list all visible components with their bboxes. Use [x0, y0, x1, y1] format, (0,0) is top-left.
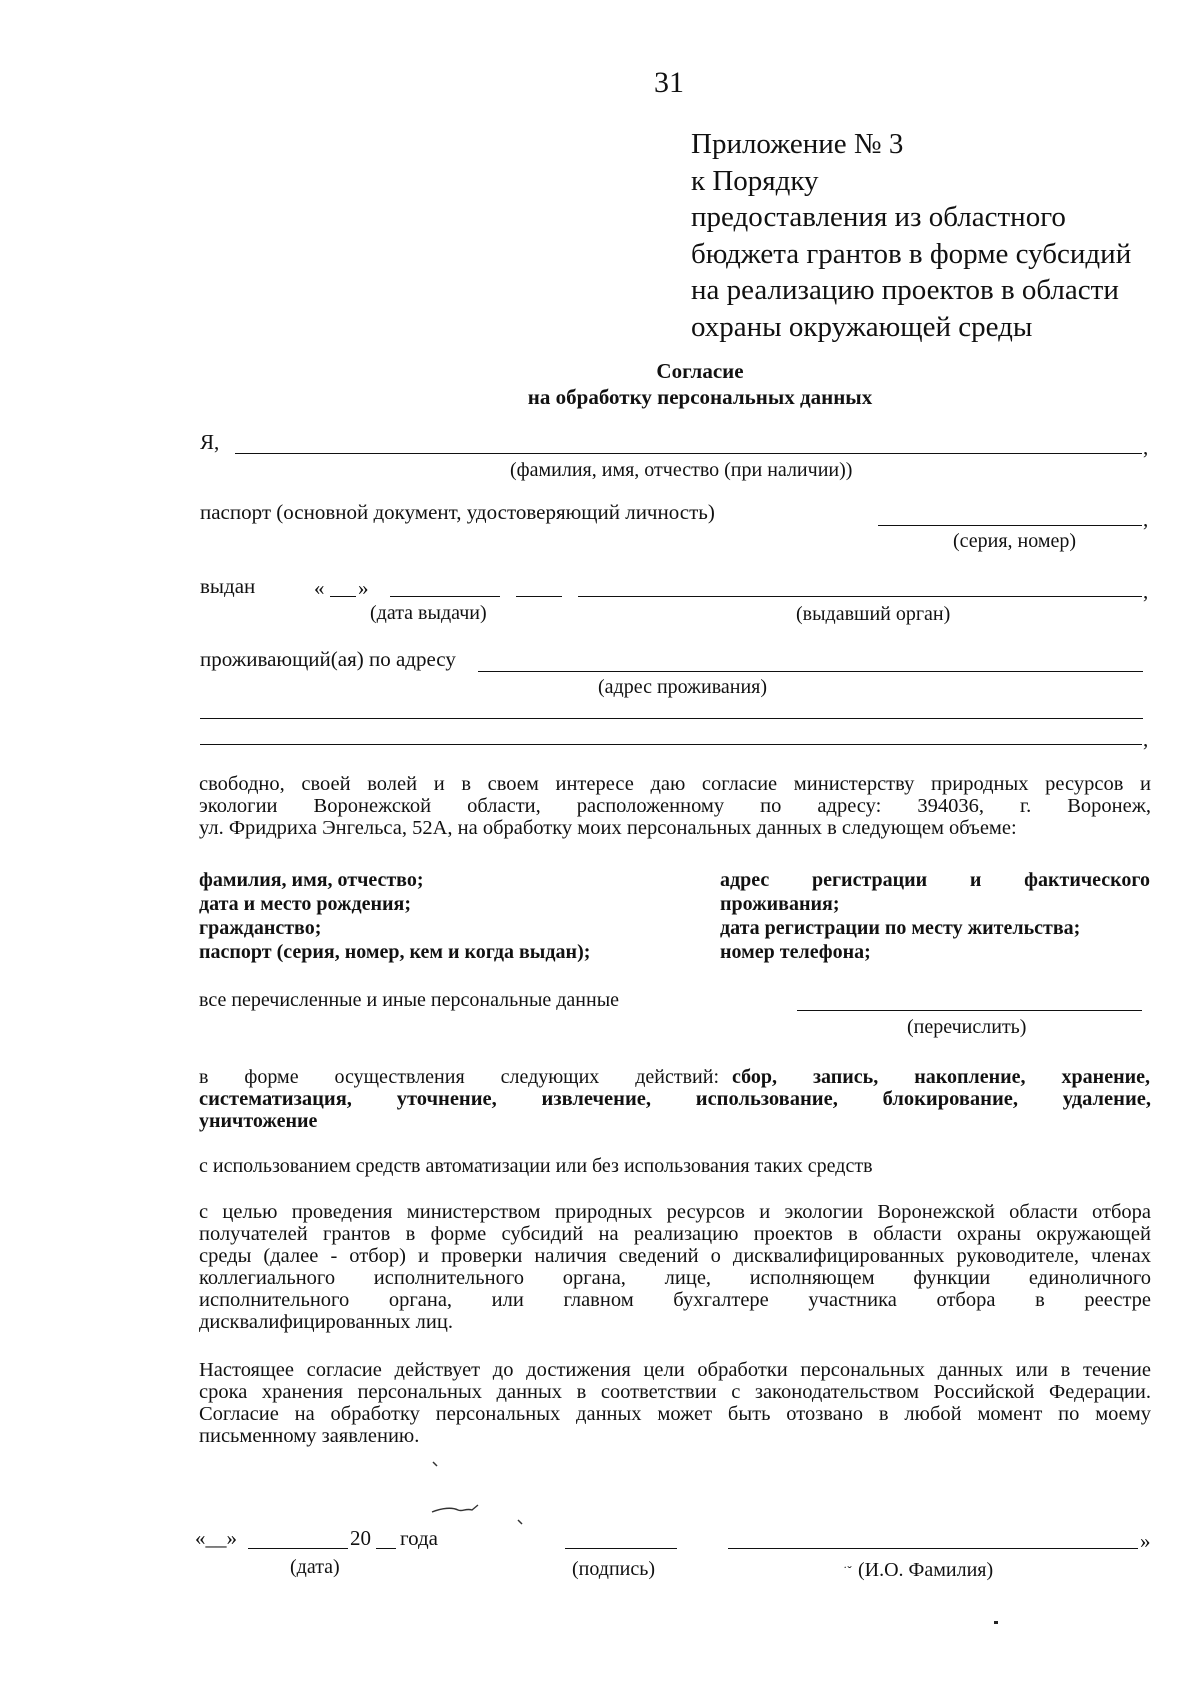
address-field-line-2[interactable]: [200, 718, 1143, 719]
other-data-field-line[interactable]: [797, 1010, 1142, 1011]
quote-close: »: [358, 576, 369, 600]
actions-list: сбор, запись, накопление, хранение,: [732, 1066, 1150, 1088]
address-label: проживающий(ая) по адресу: [200, 647, 456, 671]
purpose-line: с целью проведения министерством природных ресурсов и экологии Воронежской области отбора: [199, 1201, 1151, 1223]
actions-intro: в форме осуществления следующих действий:: [199, 1066, 719, 1088]
validity-line: срока хранения персональных данных в соответствии с законодательством Российской Федерации.: [199, 1381, 1151, 1403]
actions-list: уничтожение: [199, 1110, 318, 1132]
appendix-line: охраны окружающей среды: [691, 310, 1033, 343]
appendix-line: бюджета грантов в форме субсидий: [691, 237, 1132, 270]
sign-month-line[interactable]: [248, 1548, 348, 1549]
address-caption: (адрес проживания): [598, 676, 768, 698]
validity-line: Согласие на обработку персональных данных может быть отозвано в любой момент по моему: [199, 1403, 1151, 1425]
issue-date-caption: (дата выдачи): [370, 602, 487, 624]
consent-line: экологии Воронежской области, расположенному по адресу: 394036, г. Воронеж,: [199, 795, 1151, 817]
data-item: гражданство;: [199, 917, 322, 939]
issue-day-line[interactable]: [330, 596, 356, 597]
data-item: дата и место рождения;: [199, 893, 412, 915]
name-caption: (И.О. Фамилия): [858, 1559, 994, 1581]
purpose-line: исполнительного органа, или главном бухгалтере участника отбора в реестре: [199, 1289, 1151, 1311]
i-label: Я,: [200, 430, 220, 454]
document-subtitle: на обработку персональных данных: [527, 385, 873, 409]
other-data-label: все перечисленные и иные персональные данные: [199, 989, 620, 1011]
appendix-header: [691, 126, 1131, 345]
data-item: паспорт (серия, номер, кем и когда выдан);: [199, 941, 591, 963]
passport-field-line[interactable]: [878, 525, 1142, 526]
fio-field-line[interactable]: [235, 453, 1142, 454]
issuer-field-line[interactable]: [578, 596, 1142, 597]
appendix-line: Приложение № 3: [691, 128, 904, 160]
quote-open: «: [314, 576, 325, 600]
issuer-caption: (выдавший орган): [796, 603, 951, 625]
other-data-caption: (перечислить): [907, 1016, 1027, 1038]
validity-line: Настоящее согласие действует до достижения цели обработки персональных данных или в течение: [199, 1359, 1151, 1381]
address-field-line[interactable]: [478, 671, 1143, 672]
issue-year-line[interactable]: [516, 596, 562, 597]
address-field-line-3[interactable]: [200, 744, 1142, 745]
name-line[interactable]: [728, 1548, 1138, 1549]
issue-month-line[interactable]: [390, 596, 500, 597]
data-item: проживания;: [720, 893, 840, 915]
purpose-line: дисквалифицированных лиц.: [199, 1311, 453, 1333]
passport-caption: (серия, номер): [953, 530, 1077, 552]
passport-label: паспорт (основной документ, удостоверяющий личность): [200, 500, 715, 524]
sign-date-prefix: «__»: [195, 1526, 237, 1550]
data-item: дата регистрации по месту жительства;: [720, 917, 1081, 939]
actions-list: систематизация, уточнение, извлечение, использование, блокирование, удаление,: [199, 1088, 1151, 1110]
validity-line: письменному заявлению.: [199, 1425, 420, 1447]
date-caption: (дата): [290, 1556, 340, 1578]
comma: ,: [1143, 727, 1149, 751]
automation-text: с использованием средств автоматизации или без использования таких средств: [199, 1155, 873, 1177]
document-title: Согласие: [656, 359, 744, 383]
scan-mark-small: ˙ˇ: [843, 1563, 852, 1578]
appendix-line: предоставления из областного: [691, 201, 1066, 233]
data-item: адрес регистрации и фактического: [720, 869, 1150, 891]
appendix-line: к Порядку: [691, 164, 819, 197]
comma: ,: [1143, 579, 1149, 603]
appendix-line: на реализацию проектов в области: [691, 274, 1119, 306]
sign-year-suffix: года: [400, 1526, 438, 1550]
scan-dot: [994, 1621, 998, 1624]
issued-label: выдан: [200, 574, 256, 598]
sign-year-line[interactable]: [376, 1548, 396, 1549]
page-number: 31: [654, 66, 684, 99]
closing-quote: »: [1140, 1529, 1151, 1553]
data-item: фамилия, имя, отчество;: [199, 869, 424, 891]
comma: ,: [1143, 435, 1149, 459]
consent-line: ул. Фридриха Энгельса, 52А, на обработку моих персональных данных в следующем объеме:: [199, 817, 1017, 839]
fio-caption: (фамилия, имя, отчество (при наличии)): [510, 459, 853, 481]
comma: ,: [1143, 507, 1149, 531]
signature-line[interactable]: [565, 1548, 677, 1549]
data-item: номер телефона;: [720, 941, 871, 963]
purpose-line: получателей грантов в форме субсидий на реализацию проектов в области охраны окружающей: [199, 1223, 1151, 1245]
signature-caption: (подпись): [572, 1558, 656, 1580]
scan-mark: [430, 1460, 550, 1530]
consent-line: свободно, своей волей и в своем интересе даю согласие министерству природных ресурсов и: [199, 773, 1151, 795]
purpose-line: среды (далее - отбор) и проверки наличия сведений о дисквалифицированных руководителе, членах: [199, 1245, 1151, 1267]
sign-year-prefix: 20: [350, 1526, 371, 1550]
purpose-line: коллегиального исполнительного органа, лице, исполняющем функции единоличного: [199, 1267, 1151, 1289]
